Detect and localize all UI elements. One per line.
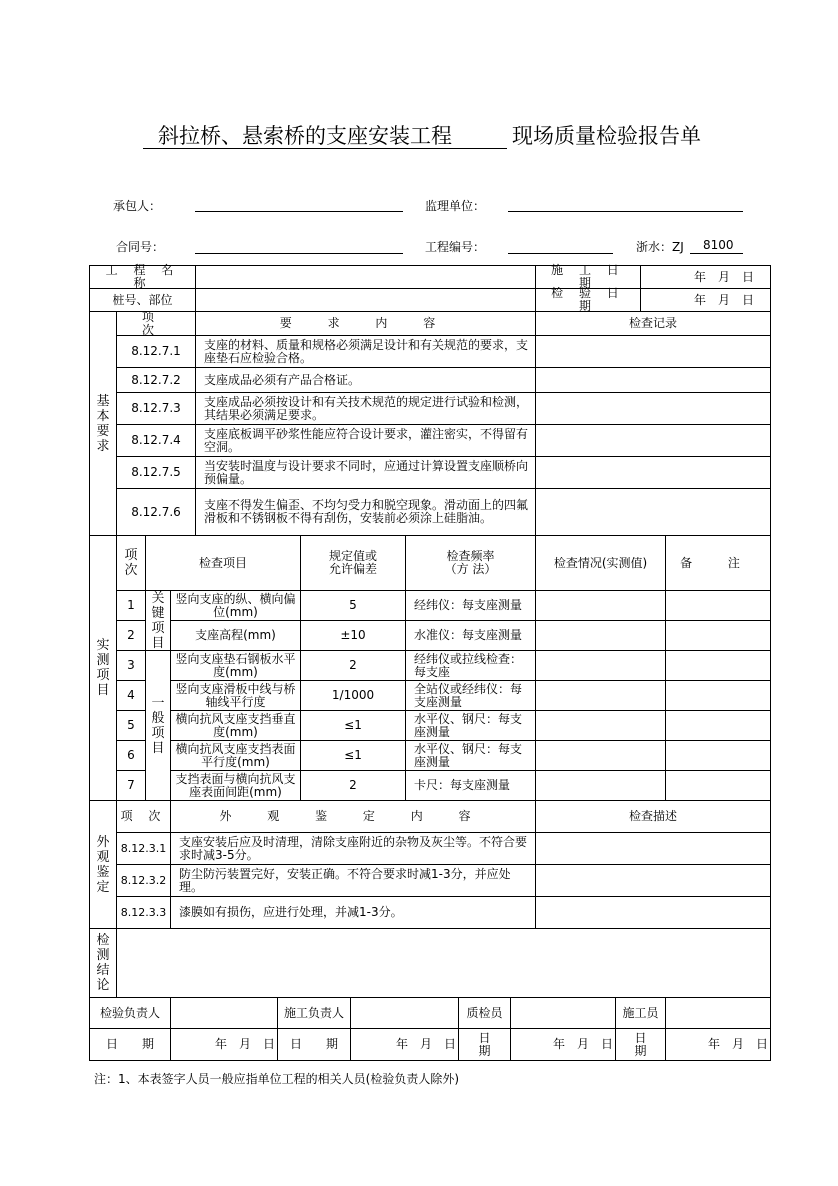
conclusion-field[interactable] — [116, 928, 771, 998]
project-name-field[interactable] — [195, 265, 536, 289]
appearance-col-item: 项 次 — [116, 800, 171, 833]
measured-row-note[interactable] — [665, 740, 771, 771]
measured-row-freq: 水平仪、钢尺：每支座测量 — [405, 710, 536, 741]
inspect-date-field[interactable]: 年 月 日 — [640, 288, 771, 312]
measured-row-result[interactable] — [535, 710, 666, 741]
measured-row-item: 竖向支座垫石钢板水平度(mm) — [170, 650, 301, 681]
supervisor-field[interactable] — [508, 211, 743, 212]
basic-row-id: 8.12.7.2 — [116, 367, 196, 393]
measured-row-item: 竖向支座的纵、横向偏位(mm) — [170, 590, 301, 621]
appearance-row-text: 支座安装后应及时清理，清除支座附近的杂物及灰尘等。不符合要求时减3-5分。 — [170, 832, 536, 865]
measured-row-no: 5 — [116, 710, 146, 741]
station-field[interactable] — [195, 288, 536, 312]
appearance-row-desc[interactable] — [535, 896, 771, 929]
basic-row-text: 支座底板调平砂浆性能应符合设计要求，灌注密实，不得留有空洞。 — [195, 424, 536, 457]
worker-date-label: 日 期 — [615, 1028, 666, 1061]
measured-row-note[interactable] — [665, 620, 771, 651]
basic-row-text: 支座的材料、质量和规格必须满足设计和有关规范的要求，支座垫石应检验合格。 — [195, 335, 536, 368]
basic-row-record[interactable] — [535, 367, 771, 393]
measured-col-note: 备 注 — [665, 535, 771, 591]
measured-row-result[interactable] — [535, 650, 666, 681]
appearance-row-id: 8.12.3.1 — [116, 832, 171, 865]
measured-row-freq: 全站仪或经纬仪：每支座测量 — [405, 680, 536, 711]
basic-row-id: 8.12.7.3 — [116, 392, 196, 425]
measured-row-freq: 经纬仪：每支座测量 — [405, 590, 536, 621]
measured-row-note[interactable] — [665, 710, 771, 741]
basic-row-text: 支座成品必须按设计和有关技术规范的规定进行试验和检测，其结果必须满足要求。 — [195, 392, 536, 425]
supervisor-label: 监理单位： — [425, 199, 486, 213]
construction-lead-date-label: 日 期 — [277, 1028, 351, 1061]
measured-row-item: 竖向支座滑板中线与桥轴线平行度 — [170, 680, 301, 711]
measured-row-result[interactable] — [535, 620, 666, 651]
measured-row-note[interactable] — [665, 650, 771, 681]
project-no-field[interactable] — [508, 253, 613, 254]
measured-col-no: 项次 — [116, 535, 146, 591]
construct-date-field[interactable]: 年 月 日 — [640, 265, 771, 289]
measured-row-item: 支座高程(mm) — [170, 620, 301, 651]
group-general: 一般项目 — [145, 650, 171, 801]
measured-row-result[interactable] — [535, 770, 666, 801]
worker-date[interactable]: 年 月 日 — [665, 1028, 771, 1061]
appearance-side-label: 外观鉴定 — [89, 800, 117, 929]
contractor-label: 承包人： — [113, 199, 162, 213]
measured-row-item: 支挡表面与横向抗风支座表面间距(mm) — [170, 770, 301, 801]
measured-row-note[interactable] — [665, 680, 771, 711]
project-no-label: 工程编号： — [425, 240, 486, 254]
qc-sign[interactable] — [510, 997, 616, 1029]
contract-no-label: 合同号： — [116, 240, 165, 254]
worker-sign[interactable] — [665, 997, 771, 1029]
inspector-label: 检验负责人 — [89, 997, 171, 1029]
construction-lead-label: 施工负责人 — [277, 997, 351, 1029]
qc-date[interactable]: 年 月 日 — [510, 1028, 616, 1061]
group-key: 关键项目 — [145, 590, 171, 651]
measured-row-result[interactable] — [535, 590, 666, 621]
measured-row-no: 6 — [116, 740, 146, 771]
basic-side-label: 基本要求 — [89, 311, 117, 536]
appearance-col-desc: 检查描述 — [535, 800, 771, 833]
measured-row-freq: 水平仪、钢尺：每支座测量 — [405, 740, 536, 771]
footnote: 注：1、本表签字人员一般应指单位工程的相关人员(检验负责人除外) — [94, 1072, 460, 1086]
construct-date-label: 施 工 日 期 — [535, 265, 641, 289]
measured-row-no: 4 — [116, 680, 146, 711]
contractor-field[interactable] — [195, 211, 403, 212]
measured-row-spec: 1/1000 — [300, 680, 406, 711]
measured-row-no: 7 — [116, 770, 146, 801]
measured-col-result: 检查情况(实测值) — [535, 535, 666, 591]
basic-row-id: 8.12.7.1 — [116, 335, 196, 368]
measured-col-freq: 检查频率（方 法） — [405, 535, 536, 591]
basic-row-id: 8.12.7.4 — [116, 424, 196, 457]
inspector-date-label: 日 期 — [89, 1028, 171, 1061]
measured-row-item: 横向抗风支座支挡垂直度(mm) — [170, 710, 301, 741]
appearance-row-text: 防尘防污装置完好，安装正确。不符合要求时减1-3分，并应处理。 — [170, 864, 536, 897]
inspector-sign[interactable] — [170, 997, 278, 1029]
measured-row-freq: 水准仪：每支座测量 — [405, 620, 536, 651]
project-name-label: 工 程 名 称 — [89, 265, 196, 289]
inspect-date-label: 检 验 日 期 — [535, 288, 641, 312]
basic-col-item: 项 次 — [116, 311, 196, 336]
measured-row-spec: ±10 — [300, 620, 406, 651]
qc-date-label: 日 期 — [458, 1028, 511, 1061]
basic-row-text: 支座成品必须有产品合格证。 — [195, 367, 536, 393]
measured-row-result[interactable] — [535, 680, 666, 711]
code-label: 浙水：ZJ — [636, 240, 684, 254]
measured-row-item: 横向抗风支座支挡表面平行度(mm) — [170, 740, 301, 771]
appearance-row-desc[interactable] — [535, 832, 771, 865]
construction-lead-sign[interactable] — [350, 997, 459, 1029]
measured-row-no: 2 — [116, 620, 146, 651]
measured-row-spec: ≤1 — [300, 710, 406, 741]
basic-row-record[interactable] — [535, 456, 771, 489]
basic-row-id: 8.12.7.5 — [116, 456, 196, 489]
measured-row-no: 3 — [116, 650, 146, 681]
measured-row-spec: 2 — [300, 770, 406, 801]
basic-row-text: 支座不得发生偏歪、不均匀受力和脱空现象。滑动面上的四氟滑板和不锈钢板不得有刮伤，安装前必须涂上硅脂油。 — [195, 488, 536, 536]
basic-row-text: 当安装时温度与设计要求不同时，应通过计算设置支座顺桥向预偏量。 — [195, 456, 536, 489]
basic-row-record[interactable] — [535, 488, 771, 536]
measured-row-spec: 5 — [300, 590, 406, 621]
title-underlined: 斜拉桥、悬索桥的支座安装工程 — [158, 124, 452, 148]
inspector-date[interactable]: 年 月 日 — [170, 1028, 278, 1061]
measured-row-no: 1 — [116, 590, 146, 621]
construction-lead-date[interactable]: 年 月 日 — [350, 1028, 459, 1061]
appearance-row-text: 漆膜如有损伤，应进行处理，并减1-3分。 — [170, 896, 536, 929]
measured-col-spec: 规定值或允许偏差 — [300, 535, 406, 591]
measured-row-note[interactable] — [665, 590, 771, 621]
basic-col-content: 要 求 内 容 — [195, 311, 536, 336]
appearance-row-id: 8.12.3.2 — [116, 864, 171, 897]
measured-col-item: 检查项目 — [145, 535, 301, 591]
measured-row-result[interactable] — [535, 740, 666, 771]
appearance-row-id: 8.12.3.3 — [116, 896, 171, 929]
qc-label: 质检员 — [458, 997, 511, 1029]
contract-no-field[interactable] — [195, 253, 403, 254]
worker-label: 施工员 — [615, 997, 666, 1029]
code-value: 8100 — [703, 238, 734, 252]
basic-row-record[interactable] — [535, 424, 771, 457]
appearance-col-content: 外 观 鉴 定 内 容 — [170, 800, 536, 833]
measured-side-label: 实测项目 — [89, 535, 117, 801]
title-rest: 现场质量检验报告单 — [512, 124, 701, 148]
measured-row-spec: ≤1 — [300, 740, 406, 771]
basic-col-record: 检查记录 — [535, 311, 771, 336]
appearance-row-desc[interactable] — [535, 864, 771, 897]
measured-row-freq: 经纬仪或拉线检查：每支座 — [405, 650, 536, 681]
measured-row-note[interactable] — [665, 770, 771, 801]
conclusion-side-label: 检测结论 — [89, 928, 117, 998]
measured-row-freq: 卡尺：每支座测量 — [405, 770, 536, 801]
basic-row-record[interactable] — [535, 392, 771, 425]
station-label: 桩号、部位 — [89, 288, 196, 312]
basic-row-id: 8.12.7.6 — [116, 488, 196, 536]
basic-row-record[interactable] — [535, 335, 771, 368]
measured-row-spec: 2 — [300, 650, 406, 681]
